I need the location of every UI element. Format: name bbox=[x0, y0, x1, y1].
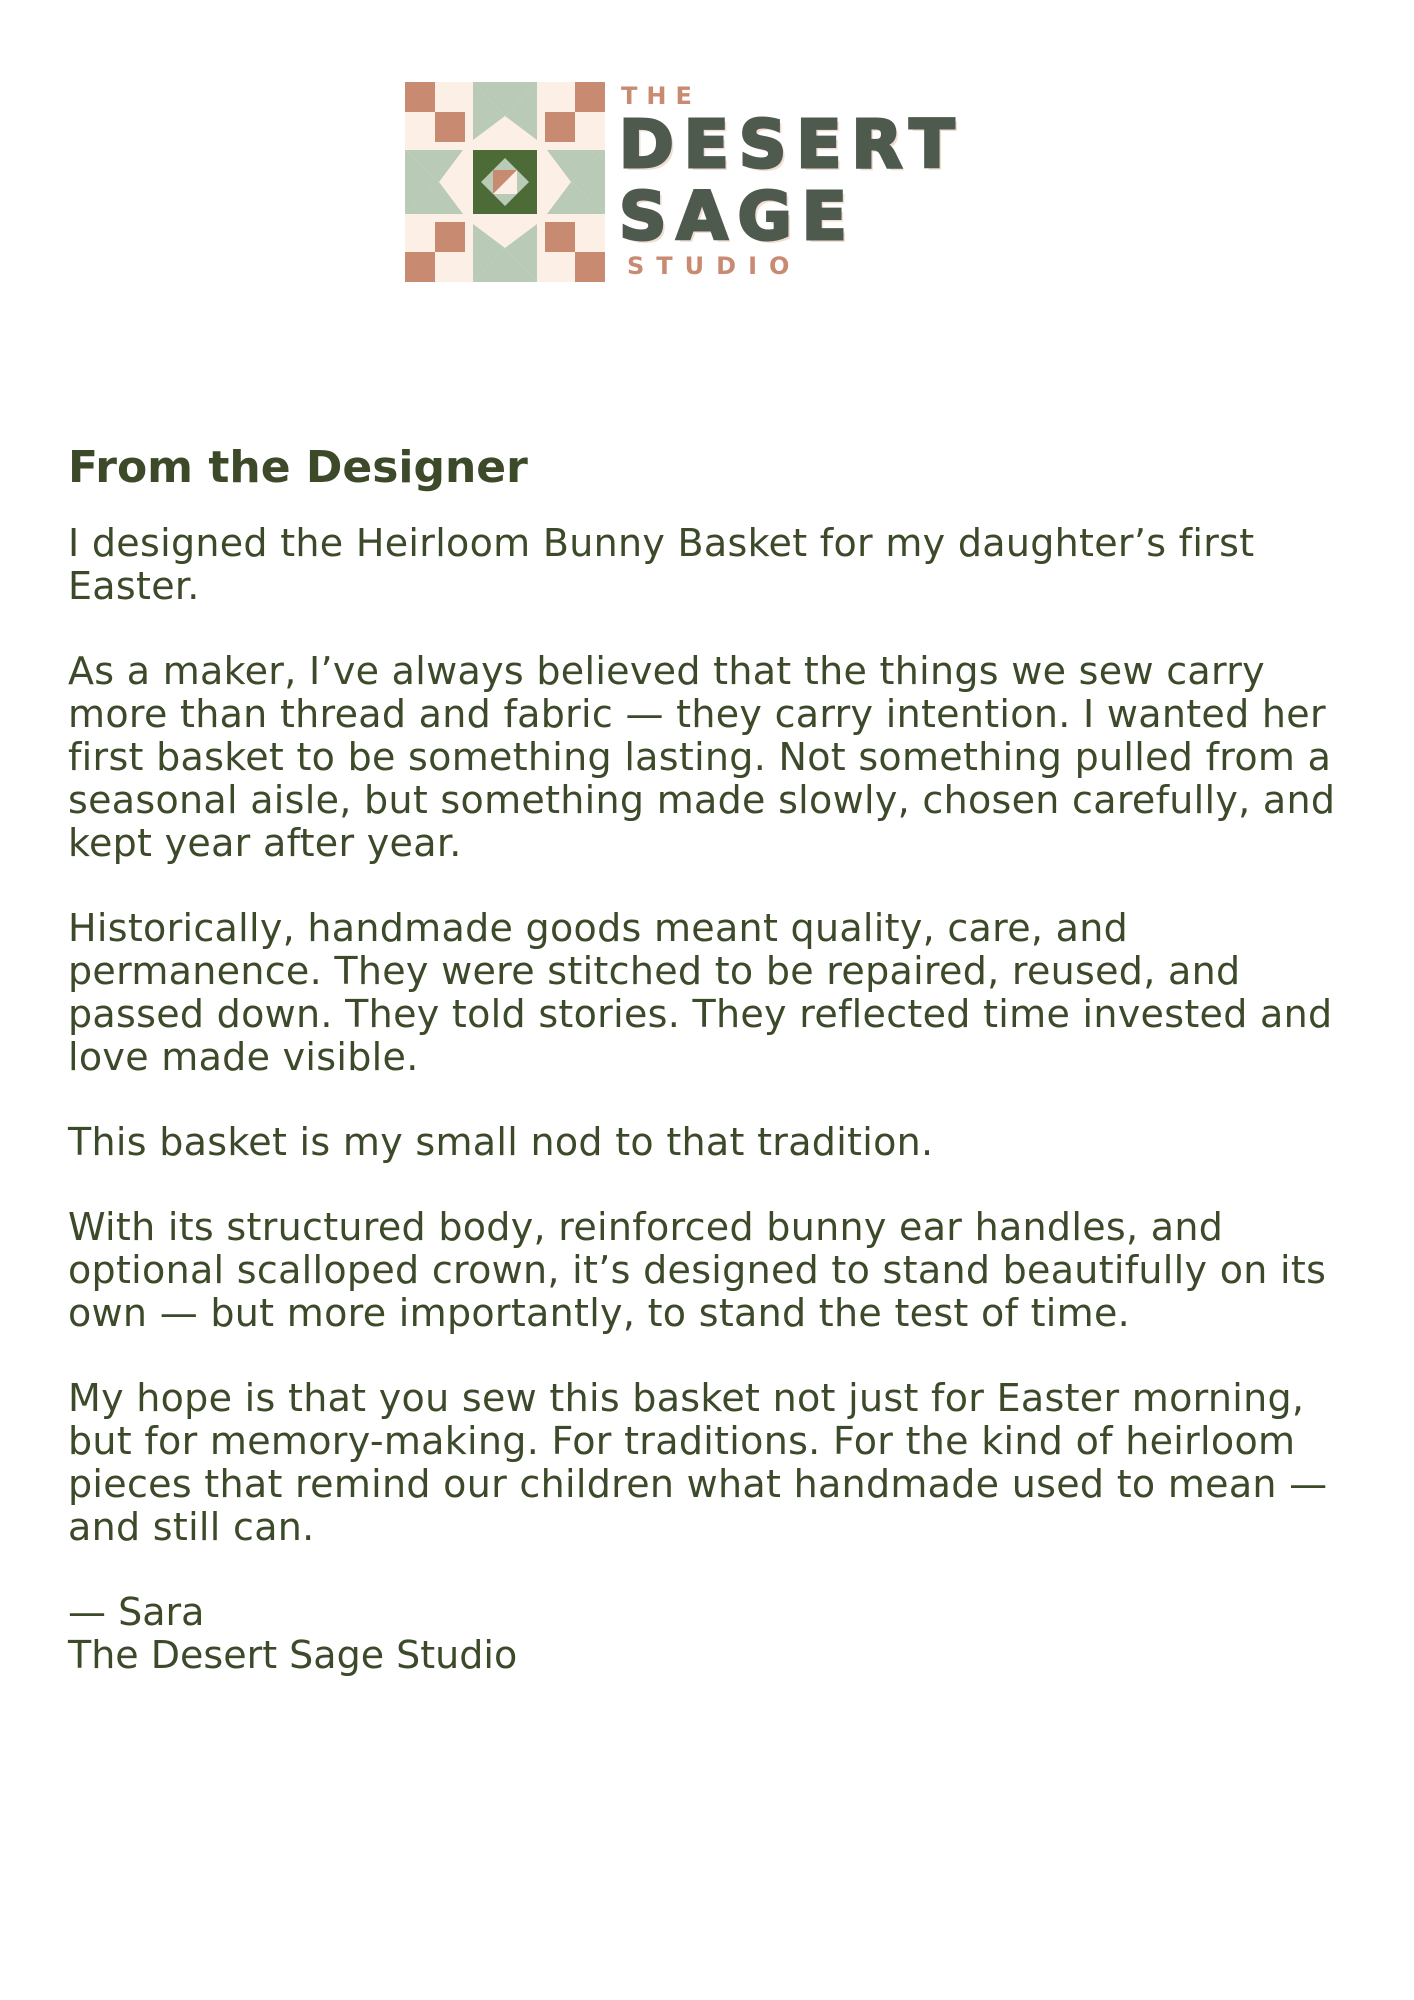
letter-paragraph: I designed the Heirloom Bunny Basket for my daughter’s first Easter. bbox=[68, 521, 1255, 608]
signature-studio: The Desert Sage Studio bbox=[68, 1633, 518, 1677]
designer-letter bbox=[68, 440, 1358, 1677]
signature-name: — Sara bbox=[68, 1590, 205, 1634]
letter-paragraph: As a maker, I’ve always believed that the things we sew carry more than thread and fabric — they carry intention. I wanted her first basket to be something lasting. Not something pulled from a seasonal aisle, but something made slowly, chosen carefully, and kept year after year. bbox=[68, 649, 1336, 865]
logo-studio: STUDIO bbox=[627, 252, 802, 280]
studio-logo bbox=[405, 82, 1005, 282]
letter-paragraph: Historically, handmade goods meant quality, care, and permanence. They were stitched to be repaired, reused, and passed down. They told stories. They reflected time invested and love made visible. bbox=[68, 906, 1333, 1079]
logo-wordmark bbox=[619, 82, 1009, 282]
page-title: From the Designer bbox=[68, 442, 528, 493]
letter-paragraph: With its structured body, reinforced bunny ear handles, and optional scalloped crown, it’s designed to stand beautifully on its own — but more importantly, to stand the test of time. bbox=[68, 1205, 1327, 1335]
logo-the: THE bbox=[621, 82, 701, 110]
logo-desert: DESERT bbox=[619, 106, 965, 183]
quilt-block-logo-icon bbox=[405, 82, 605, 282]
letter-paragraph: My hope is that you sew this basket not just for Easter morning, but for memory-making. For traditions. For the kind of heirloom pieces that remind our children what handmade used to mean — and still can. bbox=[68, 1376, 1328, 1549]
logo-sage: SAGE bbox=[619, 178, 857, 255]
letter-paragraph: This basket is my small nod to that tradition. bbox=[68, 1120, 934, 1164]
